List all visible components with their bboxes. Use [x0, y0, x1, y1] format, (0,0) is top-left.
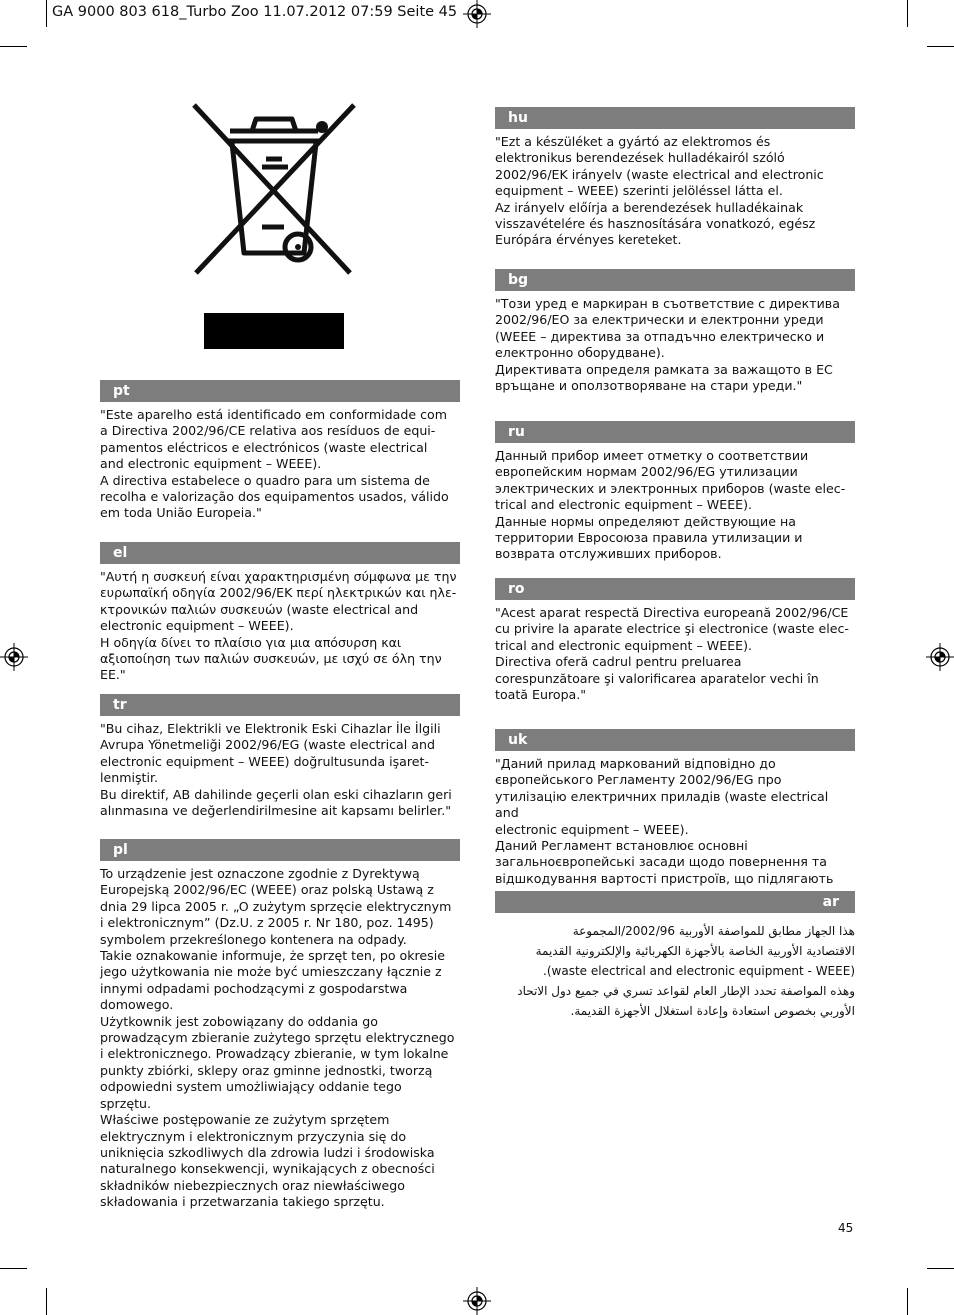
- section-bg: [495, 269, 855, 394]
- section-text: "Este aparelho está identificado em conformidade com a Directiva 2002/96/CE relativa aos resíduos de equi- pamentos eléctricos e electrónicos (waste electrical and electronic equipment – WEEE). A directiva estabelece o quadro para um sistema de recolha e valorização dos equipamentos usados, válido em toda União Europeia.": [100, 407, 449, 521]
- page-number: 45: [838, 1221, 854, 1235]
- section-text: "Ezt a készüléket a gyártó az elektromos és elektronikus berendezések hulladékairól szóló 2002/96/EK irányelv (waste electrical and electronic equipment – WEEE) szerinti jelöléssel látta el. Az irányelv előírja a berendezések hulladékainak visszavételére és hasznosítására vonatkozó, egész Európára érvényes kereteket.: [495, 134, 824, 248]
- language-heading: bg: [495, 269, 855, 291]
- section-text: "Bu cihaz, Elektrikli ve Elektronik Eski Cihazlar İle İlgili Avrupa Yönetmeliği 2002/96/EG (waste electrical and electronic equipment – WEEE) doğrultusunda işaret- lenmiştir. Bu direktif, AB dahilinde geçerli olan eski cihazların geri alınmasına ve değerlendirilmesine ait kapsamı belirler.": [100, 721, 452, 819]
- section-ar: [495, 891, 855, 1021]
- section-ro: [495, 578, 855, 703]
- section-hu: [495, 107, 855, 249]
- section-text: To urządzenie jest oznaczone zgodnie z Dyrektywą Europejską 2002/96/EC (WEEE) oraz polską Ustawą z dnia 29 lipca 2005 r. „O zużytym sprzęcie elektrycznym i elektronicznym” (Dz.U. z 2005 r. Nr 180, poz. 1495) symbolem przekreślonego kontenera na odpady. Takie oznakowanie informuje, że sprzęt ten, po okresie jego użytkowania nie może być umieszczany łącznie z innymi odpadami pochodzącymi z gospodarstwa domowego. Użytkownik jest zobowiązany do oddania go prowadzącym zbieranie zużytego sprzętu elektrycznego i elektronicznego. Prowadzący zbieranie, w tym lokalne punkty zbiórki, sklepy oraz gminne jednostki, tworzą odpowiedni system umożliwiający oddanie tego sprzętu. Właściwe postępowanie ze zużytym sprzętem elektrycznym i elektronicznym przyczynia się do uniknięcia szkodliwych dla zdrowia ludzi i środowiska naturalnego konsekwencji, wynikających z obecności składników niebezpiecznych oraz niewłaściwego składowania i przetwarzania takiego sprzętu.: [100, 866, 455, 1210]
- section-tr: [100, 694, 460, 819]
- registration-mark-icon: [926, 643, 954, 671]
- language-heading: tr: [100, 694, 460, 716]
- language-heading: el: [100, 542, 460, 564]
- section-text: "Този уред е маркиран в съответствие с директива 2002/96/EO за електрически и електронни уреди (WEEE – директива за отпадъчно електрическо и електронно оборудване). Директивата определя рамката за важащото в ЕС връщане и оползотворяване на стари уреди.": [495, 296, 840, 394]
- language-heading: pt: [100, 380, 460, 402]
- language-heading: ro: [495, 578, 855, 600]
- section-text: "Даний прилад маркований відповідно до європейського Регламенту 2002/96/EG про утилізацію електричних приладів (waste electrical and electronic equipment – WEEE). Даний Регламент встановлює основні загальноєвропейські засади щодо повернення та відшкодування вартості пристроїв, що підлягають: [495, 756, 834, 886]
- section-text: هذا الجهاز مطابق للمواصفة الأوربية 2002/96/المجموعة الاقتصادية الأوربية الخاصة بالأجهزة الكهربائية والإلكترونية القديمة (waste electrical and electronic equipment - WEEE). وهذه المواصفة تحدد الإطار العام لقواعد تسري في جميع دول الاتحاد الأوربي بخصوص استعادة وإعادة استغلال الأجهزة القديمة.: [517, 924, 855, 1018]
- registration-mark-icon: [463, 1287, 491, 1315]
- crop-mark: [927, 46, 954, 47]
- crop-mark: [907, 0, 908, 27]
- crop-mark: [907, 1288, 908, 1315]
- crop-mark: [927, 1268, 954, 1269]
- crossed-out-wheeled-bin-icon: [190, 103, 358, 351]
- registration-mark-icon: [463, 0, 491, 28]
- language-heading: uk: [495, 729, 855, 751]
- section-text: "Αυτή η συσκευή είναι χαρακτηρισμένη σύμφωνα με την ευρωπαϊκή οδηγία 2002/96/EK περί ηλεκτρικών και ηλε- κτρονικών παλιών συσκευών (waste electrical and electronic equipment – WEEE). Η οδηγία δίνει το πλαίσιο για μια απόσυρση και αξιοποίηση των παλιών συσκευών, με ισχύ σε όλη την ΕΕ.": [100, 569, 457, 683]
- crop-mark: [0, 46, 27, 47]
- crop-mark: [0, 1268, 27, 1269]
- section-pt: [100, 380, 460, 522]
- language-heading: ar: [495, 891, 855, 913]
- section-text: "Acest aparat respectă Directiva europeană 2002/96/CE cu privire la aparate electrice şi electronice (waste elec- trical and electronic equipment – WEEE). Directiva oferă cadrul pentru preluarea corespunzătoare şi valorificarea aparatelor vechi în toată Europa.": [495, 605, 849, 703]
- section-ru: [495, 421, 855, 563]
- language-heading: ru: [495, 421, 855, 443]
- crop-mark: [46, 0, 47, 27]
- registration-mark-icon: [0, 643, 28, 671]
- language-heading: hu: [495, 107, 855, 129]
- section-text: Данный прибор имеет отметку о соответствии европейским нормам 2002/96/EG утилизации электрических и электронных приборов (waste elec- trical and electronic equipment – WEEE). Данные нормы определяют действующие на территории Евросоюза правила утилизации и возврата отслуживших приборов.: [495, 448, 846, 562]
- print-header: GA 9000 803 618_Turbo Zoo 11.07.2012 07:59 Seite 45: [52, 4, 458, 20]
- crop-mark: [46, 1288, 47, 1315]
- language-heading: pl: [100, 839, 460, 861]
- section-el: [100, 542, 460, 684]
- section-pl: [100, 839, 460, 1211]
- section-uk: [495, 729, 855, 887]
